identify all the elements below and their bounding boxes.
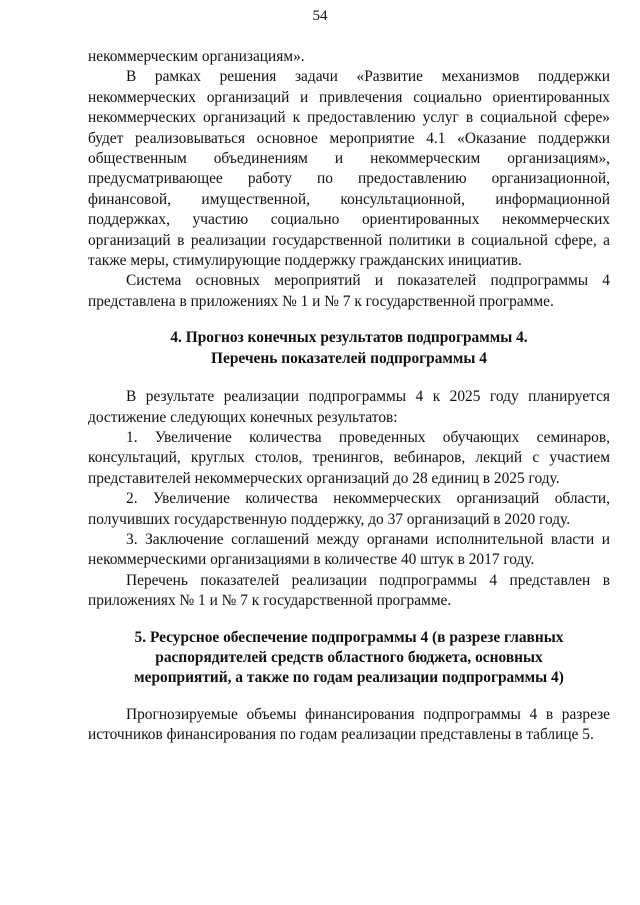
page-body [88,47,610,746]
paragraph-system-activities: Система основных мероприятий и показателей подпрограммы 4 представлена в приложениях № 1 и № 7 к государственной программе. [88,272,610,310]
section-5-text: Прогнозируемые объемы финансирования подпрограммы 4 в разрезе источников финансирования по годам реализации представлены в таблице 5. [88,705,610,744]
result-item-2: 2. Увеличение количества некоммерческих организаций области, получивших государственную поддержку, до 37 организаций в 2020 году. [88,490,610,528]
paragraph-continuation: некоммерческим организациям». [88,48,305,65]
section-5-heading-line3: мероприятий, а также по годам реализации подпрограммы 4) [134,669,564,687]
paragraph-main-activity: В рамках решения задачи «Развитие механизмов поддержки некоммерческих организаций и привлечения социально ориентированных некоммерческих организаций к предоставлению услуг в социальной сфере» будет реализовываться основное мероприятие 4.1 «Оказание поддержки общественным объединениям и некоммерческим организациям», предусматривающее работу по предоставлению организационной, финансовой, имущественной, консультационной, информационной поддержках, участию социально ориентированных некоммерческих организаций в реализации государственной политики в социальной сфере, а также меры, стимулирующие поддержку гражданских инициатив. [88,68,610,270]
page-number: 54 [312,8,328,24]
result-item-3: 3. Заключение соглашений между органами исполнительной власти и некоммерческими организациями в количестве 40 штук в 2017 году. [88,530,610,569]
section-4-heading-line1: 4. Прогноз конечных результатов подпрограммы 4. [170,329,528,347]
section-4-heading-line2: Перечень показателей подпрограммы 4 [211,349,487,367]
section-5-heading-line2: распорядителей средств областного бюджета, основных [155,648,543,666]
section-4-heading [88,328,610,369]
result-item-1: 1. Увеличение количества проведенных обучающих семинаров, консультаций, круглых столов, тренингов, вебинаров, лекций с участием представителей некоммерческих организаций до 28 единиц в 2025 году. [88,428,610,487]
section-5-heading-line1: 5. Ресурсное обеспечение подпрограммы 4 (в разрезе главных [134,628,564,646]
section-5-heading [88,628,610,689]
section-4-intro: В результате реализации подпрограммы 4 к 2025 году планируется достижение следующих конечных результатов: [88,388,610,426]
section-4-closing: Перечень показателей реализации подпрограммы 4 представлен в приложениях № 1 и № 7 к государственной программе. [88,571,610,610]
